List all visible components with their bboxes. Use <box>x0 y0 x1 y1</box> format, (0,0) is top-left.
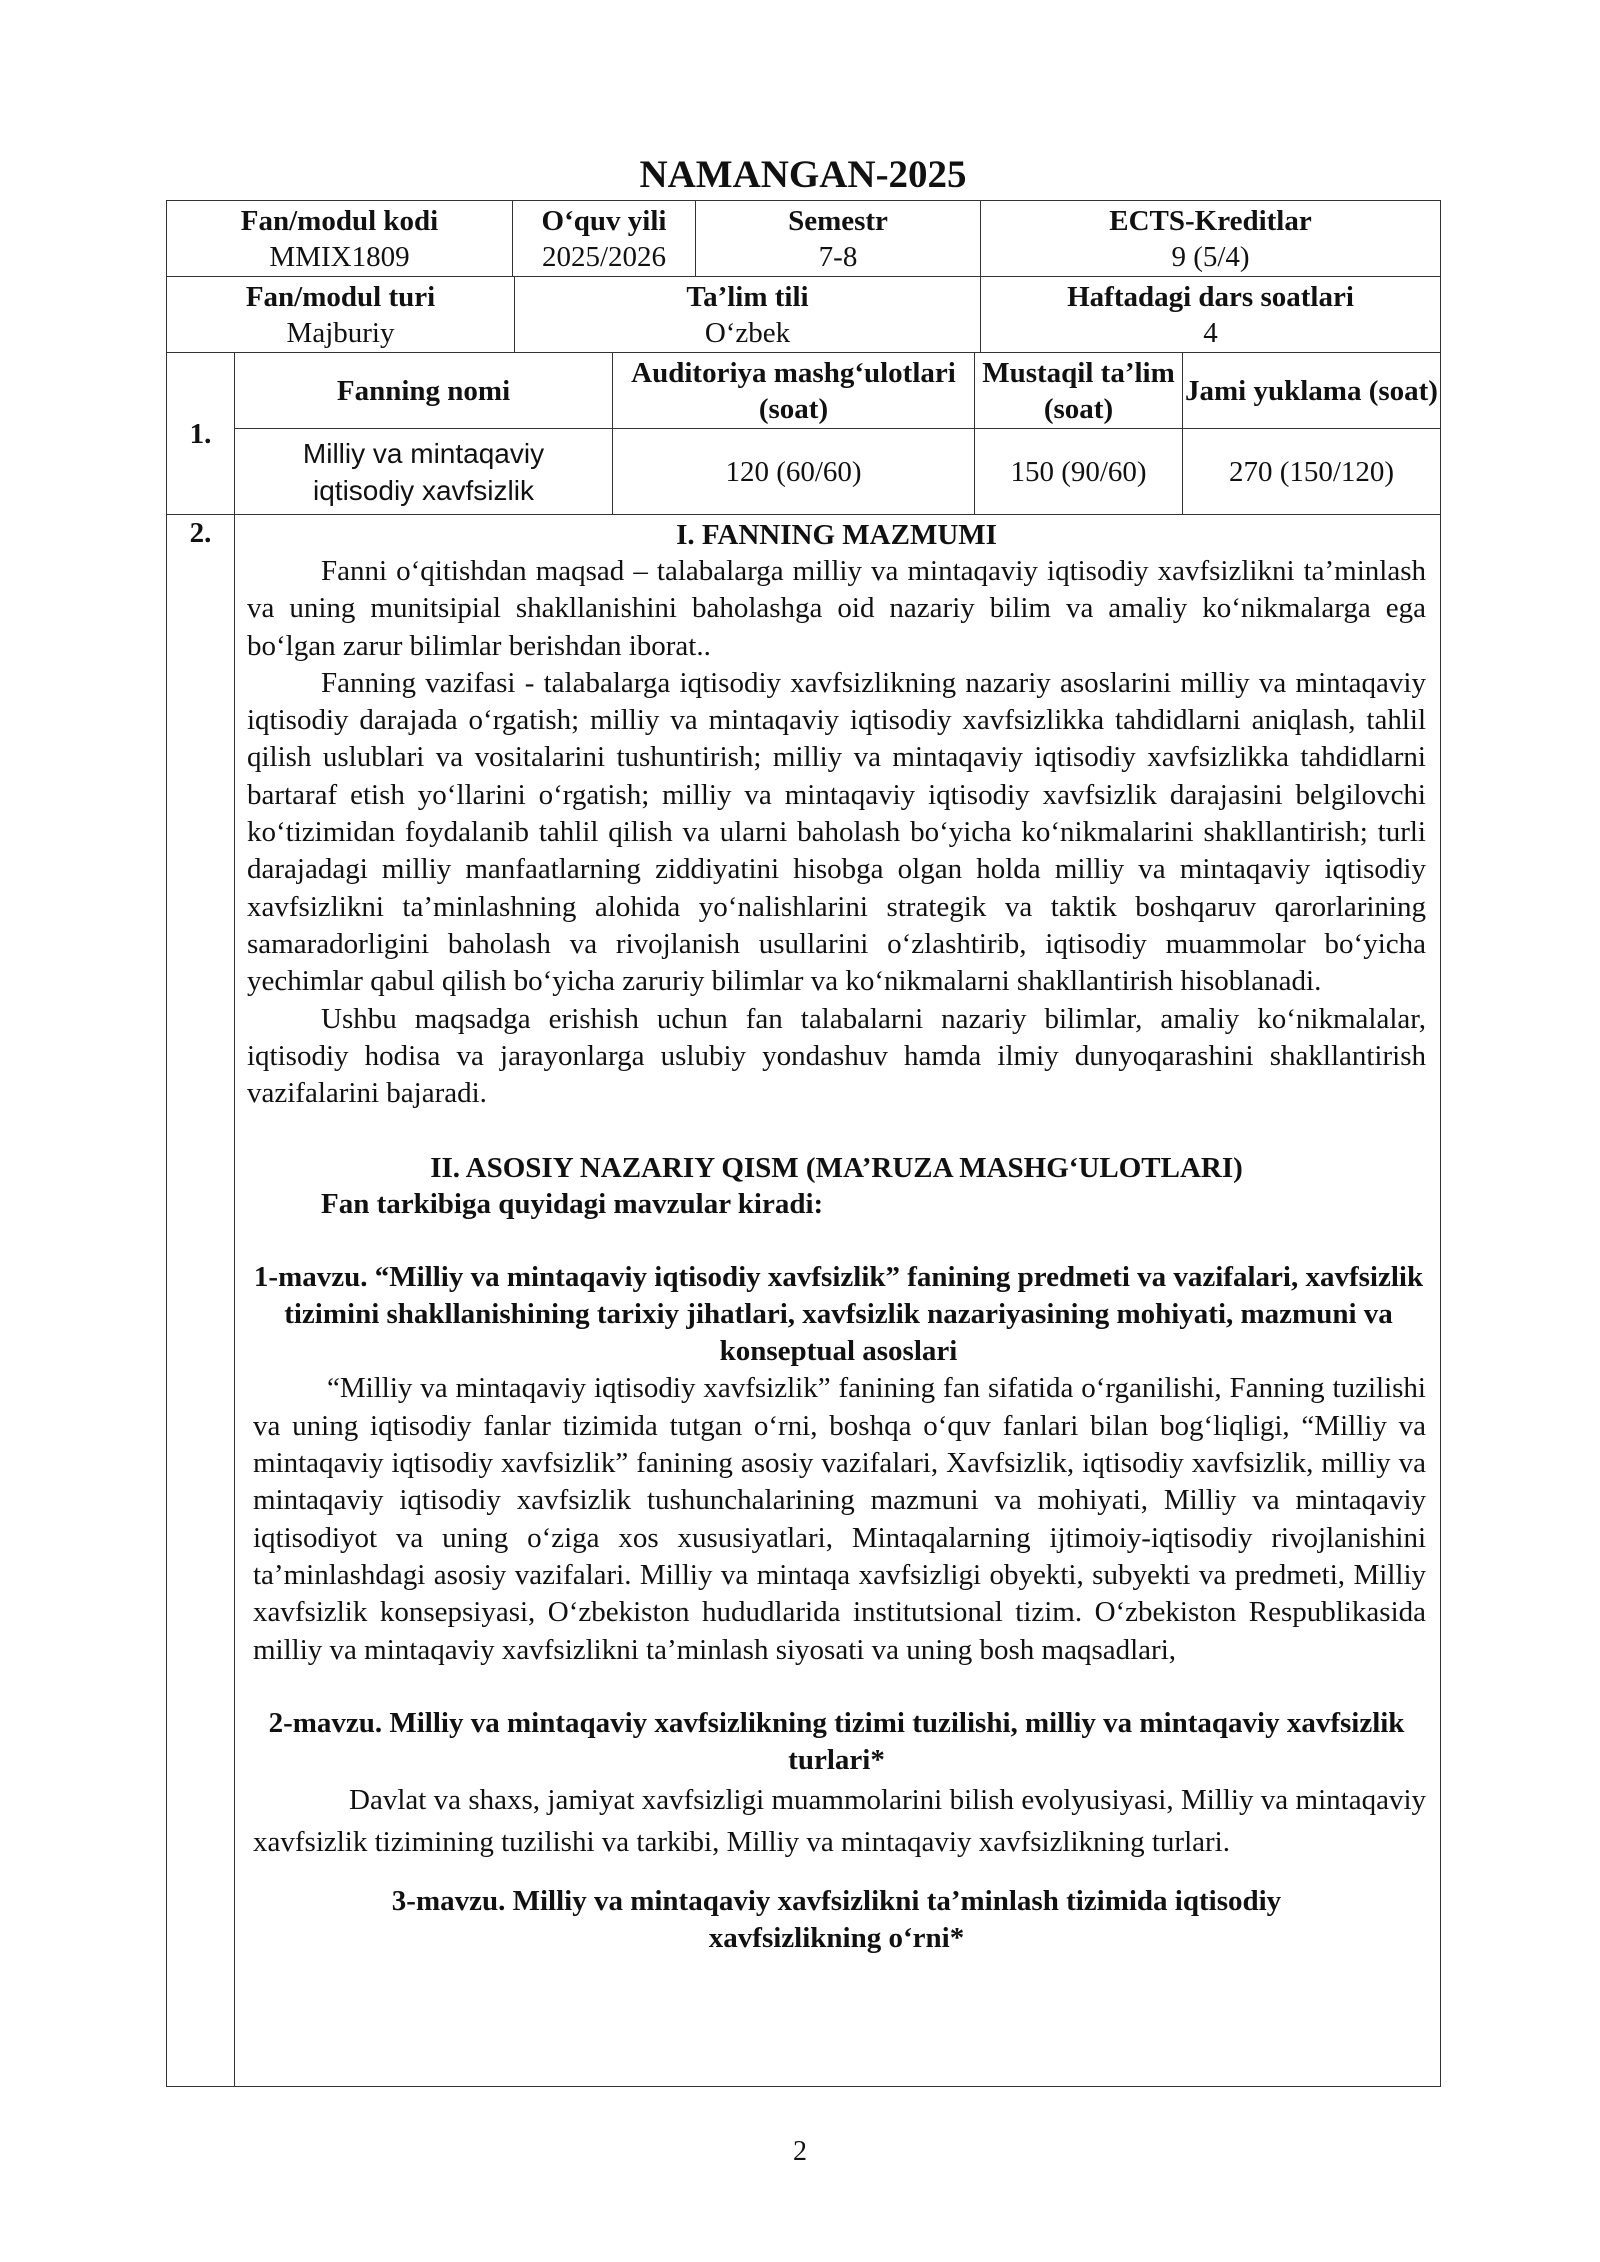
page-number: 2 <box>793 2136 807 2167</box>
module-type-cell <box>167 277 515 353</box>
section-2-subtitle: Fan tarkibiga quyidagi mavzular kiradi: <box>321 1188 824 1221</box>
goal-paragraph: Fanni o‘qitishdan maqsad – talabalarga milliy va mintaqaviy iqtisodiy xavfsizlikni ta’minlash va uning munitsipial shakllanishini baholashga oid nazariy bilim va amaliy ko‘nikmalarga ega bo‘lgan zarur bilimlar berishdan iborat.. <box>247 555 1426 662</box>
course-content-table <box>166 514 1441 2087</box>
semester-value: 7-8 <box>818 240 858 273</box>
self-study-hours-header: Mustaqil ta’lim (soat) <box>975 353 1183 429</box>
auditorium-hours-value: 120 (60/60) <box>613 429 975 515</box>
total-load-header: Jami yuklama (soat) <box>1183 353 1441 429</box>
course-info-table <box>166 200 1441 353</box>
spacer <box>247 1112 1426 1148</box>
topic-1-text: “Milliy va mintaqaviy iqtisodiy xavfsizlik” fanining fan sifatida o‘rganilishi, Fanning tuzilishi va uning iqtisodiy fanlar tizimida tutgan o‘rni, boshqa o‘quv fanlari bilan bog‘liqligi, “Milliy va mintaqaviy iqtisodiy xavfsizlik” fanining asosiy vazifalari, Xavfsizlik, iqtisodiy xavfsizlik, milliy va mintaqaviy iqtisodiy xavfsizlik tushunchalarining mazmuni va mohiyati, Milliy va mintaqaviy iqtisodiyot va uning o‘ziga xos xususiyatlari, Mintaqalarning ijtimoiy-iqtisodiy rivojlanishini ta’minlashdagi asosiy vazifalari. Milliy va mintaqa xavfsizligi obyekti, subyekti va predmeti, Milliy xavfsizlik konsepsiyasi, O‘zbekiston hududlarida institutsional tizim. O‘zbekiston Respublikasida milliy va mintaqaviy xavfsizlikni ta’minlash siyosati va uning bosh maqsadlari, <box>253 1372 1426 1666</box>
topic-2-title: 2-mavzu. Milliy va mintaqaviy xavfsizlikning tizimi tuzilishi, milliy va mintaqaviy xavfsizlik turlari* <box>268 1706 1405 1776</box>
section-2-title: II. ASOSIY NAZARIY QISM (MA’RUZA MASHG‘ULOTLARI) <box>430 1152 1243 1185</box>
self-study-hours-value: 150 (90/60) <box>975 429 1183 515</box>
language-label: Ta’lim tili <box>686 280 809 313</box>
row-number-2: 2. <box>167 515 235 2087</box>
tasks-paragraph: Fanning vazifasi - talabalarga iqtisodiy xavfsizlikning nazariy asoslarini milliy va mintaqaviy iqtisodiy darajada o‘rgatish; milliy va mintaqaviy iqtisodiy xavfsizlikka tahdidlarni aniqlash, tahlil qilish uslublari va vositalarini tushuntirish; milliy va mintaqaviy iqtisodiy xavfsizlikka tahdidlarni bartaraf etish yo‘llarini o‘rgatish; milliy va mintaqaviy iqtisodiy xavfsizlik darajasini belgilovchi ko‘tizimidan foydalanib tahlil qilish va ularni baholash bo‘yicha ko‘nikmalarini shakllantirish; turli darajadagi milliy manfaatlarning ziddiyatini hisobga olgan holda milliy va mintaqaviy iqtisodiy xavfsizlikni ta’minlashning alohida yo‘nalishlarini strategik va taktik boshqaruv qarorlarining samaradorligini baholash va rivojlanish usullarini o‘zlashtirib, iqtisodiy muammolar bo‘yicha yechimlar qabul qilish bo‘yicha zaruriy bilimlar va ko‘nikmalarni shakllantirish hisoblanadi. <box>247 666 1426 998</box>
module-type-value: Majburiy <box>286 316 395 349</box>
spacer <box>247 1863 1426 1883</box>
row-number-1: 1. <box>167 353 235 515</box>
academic-year-value: 2025/2026 <box>541 240 667 273</box>
spacer <box>247 1669 1426 1705</box>
course-content-cell <box>235 515 1441 2087</box>
ects-value: 9 (5/4) <box>1171 240 1250 273</box>
outcome-paragraph: Ushbu maqsadga erishish uchun fan talabalarni nazariy bilimlar, amaliy ko‘nikmalalar, iqtisodiy hodisa va jarayonlarga uslubiy yondashuv hamda ilmiy dunyoqarashini shakllantirish vazifalarini bajaradi. <box>247 1002 1426 1110</box>
auditorium-hours-header: Auditoriya mashg‘ulotlari (soat) <box>613 353 975 429</box>
page-title: NAMANGAN-2025 <box>639 153 967 196</box>
module-code-cell <box>167 201 513 277</box>
topic-1-title: 1-mavzu. “Milliy va mintaqaviy iqtisodiy xavfsizlik” fanining predmeti va vazifalari, xavfsizlik tizimini shakllanishining tarixiy jihatlari, xavfsizlik nazariyasining mohiyati, mazmuni va konseptual asoslari <box>253 1261 1424 1368</box>
total-load-value: 270 (150/120) <box>1183 429 1441 515</box>
topic-3-title: 3-mavzu. Milliy va mintaqaviy xavfsizlikni ta’minlash tizimida iqtisodiy xavfsizlikning o‘rni* <box>391 1884 1282 1954</box>
language-cell <box>515 277 981 353</box>
module-type-label: Fan/modul turi <box>245 280 436 313</box>
semester-cell <box>696 201 981 277</box>
ects-label: ECTS-Kreditlar <box>1109 204 1312 237</box>
semester-label: Semestr <box>788 204 888 237</box>
section-1-title: I. FANNING MAZMUMI <box>676 519 997 551</box>
course-name-value: Milliy va mintaqaviy iqtisodiy xavfsizlik <box>235 429 613 515</box>
weekly-hours-label: Haftadagi dars soatlari <box>1067 280 1354 313</box>
weekly-hours-value: 4 <box>1203 316 1218 349</box>
course-name-header: Fanning nomi <box>235 353 613 429</box>
course-load-table <box>166 352 1441 515</box>
academic-year-label: O‘quv yili <box>541 204 667 237</box>
language-value: O‘zbek <box>704 316 791 349</box>
spacer <box>247 1223 1426 1259</box>
topic-2-text: Davlat va shaxs, jamiyat xavfsizligi muammolarini bilish evolyusiyasi, Milliy va mintaqaviy xavfsizlik tizimining tuzilishi va tarkibi, Milliy va mintaqaviy xavfsizlikning turlari. <box>253 1783 1426 1858</box>
module-code-value: MMIX1809 <box>269 240 410 273</box>
weekly-hours-cell <box>981 277 1441 353</box>
module-code-label: Fan/modul kodi <box>240 204 439 237</box>
academic-year-cell <box>513 201 696 277</box>
ects-cell <box>981 201 1441 277</box>
